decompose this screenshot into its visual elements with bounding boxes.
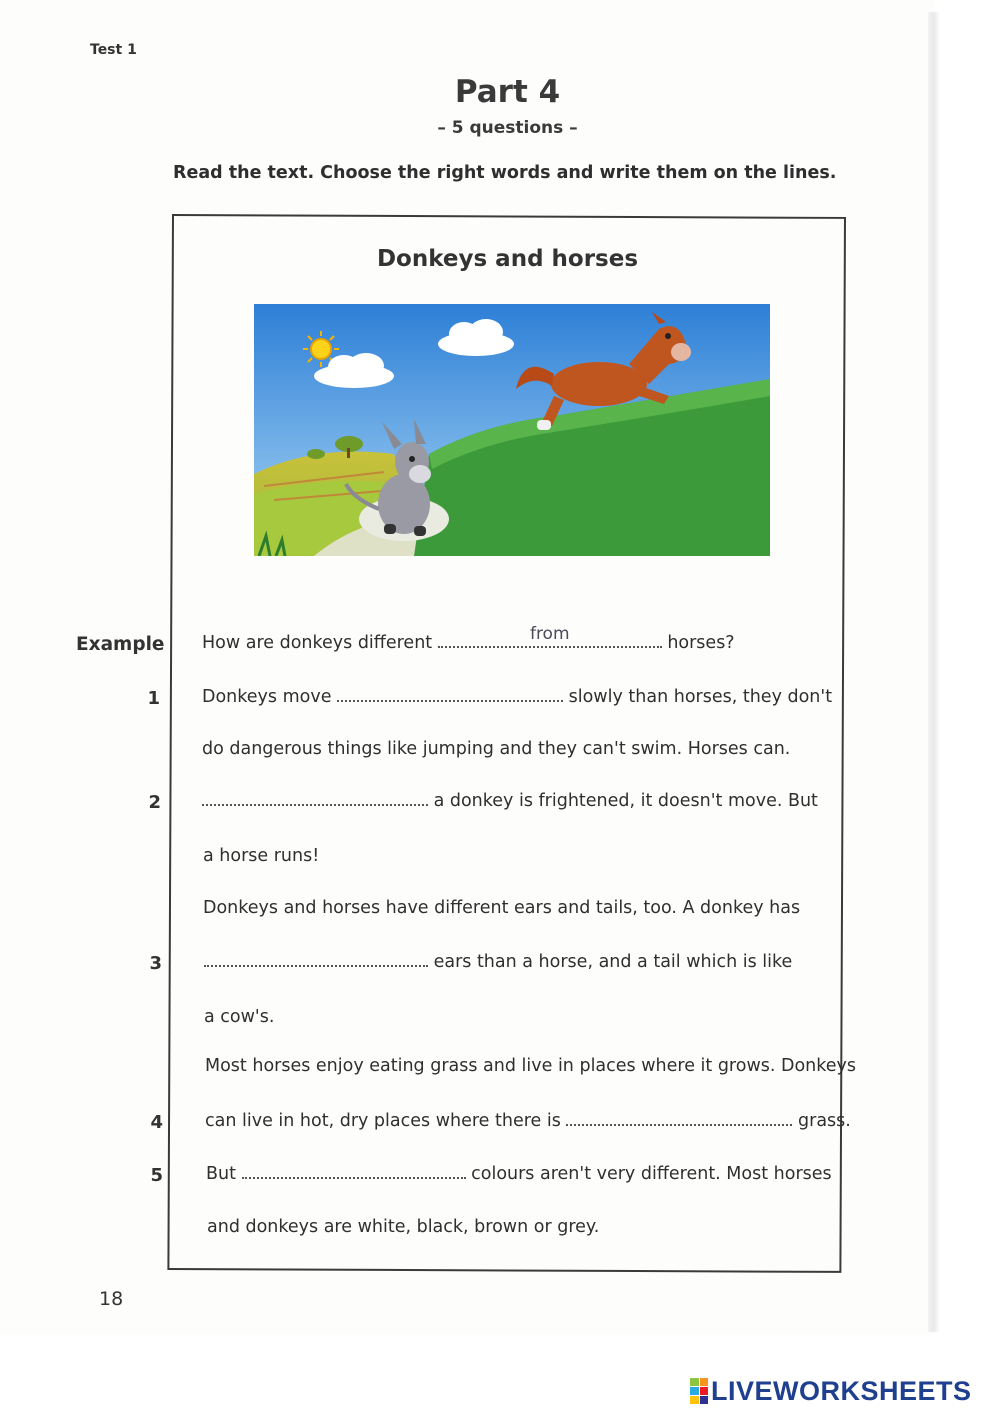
question-text: slowly than horses, they don't xyxy=(568,687,833,707)
part-title: Part 4 xyxy=(454,74,561,110)
question-text: colours aren't very different. Most horses xyxy=(471,1164,832,1184)
tree-icon xyxy=(307,449,325,459)
question-text: ears than a horse, and a tail which is like xyxy=(433,952,793,972)
question-number: 4 xyxy=(150,1112,163,1133)
question-number: 2 xyxy=(148,792,161,813)
page-number: 18 xyxy=(99,1288,124,1310)
question-3-continuation: a cow's. xyxy=(204,1007,275,1027)
question-2-continuation: a horse runs! xyxy=(203,846,320,866)
question-text: But xyxy=(206,1164,236,1184)
question-text: Donkeys move xyxy=(202,687,332,707)
answer-blank-3[interactable] xyxy=(204,951,428,967)
instruction-text: Read the text. Choose the right words and write them on the lines. xyxy=(173,163,837,183)
question-text: grass. xyxy=(798,1111,851,1131)
donkey-and-horse-illustration xyxy=(254,304,770,556)
question-1-continuation: do dangerous things like jumping and they can't swim. Horses can. xyxy=(202,739,791,759)
question-4-line xyxy=(205,1110,851,1131)
question-5-continuation: and donkeys are white, black, brown or grey. xyxy=(207,1217,600,1237)
text-title: Donkeys and horses xyxy=(376,246,639,272)
page-edge-shadow xyxy=(928,12,940,1332)
example-label: Example xyxy=(76,634,165,655)
example-text-after: horses? xyxy=(667,633,735,653)
answer-blank-5[interactable] xyxy=(242,1163,466,1179)
question-number: 3 xyxy=(149,953,162,974)
question-number: 5 xyxy=(150,1165,163,1186)
example-sentence xyxy=(202,624,735,653)
question-2-line xyxy=(202,790,818,811)
answer-blank-4[interactable] xyxy=(566,1110,792,1126)
answer-blank-1[interactable] xyxy=(337,686,563,702)
example-answer: from xyxy=(529,624,570,644)
question-5-line xyxy=(206,1163,832,1184)
question-text: can live in hot, dry places where there is xyxy=(205,1111,561,1131)
example-text-before: How are donkeys different xyxy=(202,633,433,653)
liveworksheets-logo-icon xyxy=(690,1378,708,1404)
paragraph-text: Most horses enjoy eating grass and live in places where it grows. Donkeys xyxy=(205,1056,857,1076)
question-1-line xyxy=(202,686,832,707)
example-answer-line xyxy=(438,624,662,648)
question-number: 1 xyxy=(147,688,160,709)
answer-blank-2[interactable] xyxy=(202,790,428,806)
brand-name: LIVEWORKSHEETS xyxy=(711,1375,972,1406)
liveworksheets-logo[interactable] xyxy=(690,1373,972,1409)
paragraph-text: Donkeys and horses have different ears and tails, too. A donkey has xyxy=(203,898,801,918)
question-text: a donkey is frightened, it doesn't move. But xyxy=(433,791,818,811)
test-label: Test 1 xyxy=(90,42,137,58)
question-3-line xyxy=(204,951,792,972)
part-subtitle: – 5 questions – xyxy=(437,118,578,138)
